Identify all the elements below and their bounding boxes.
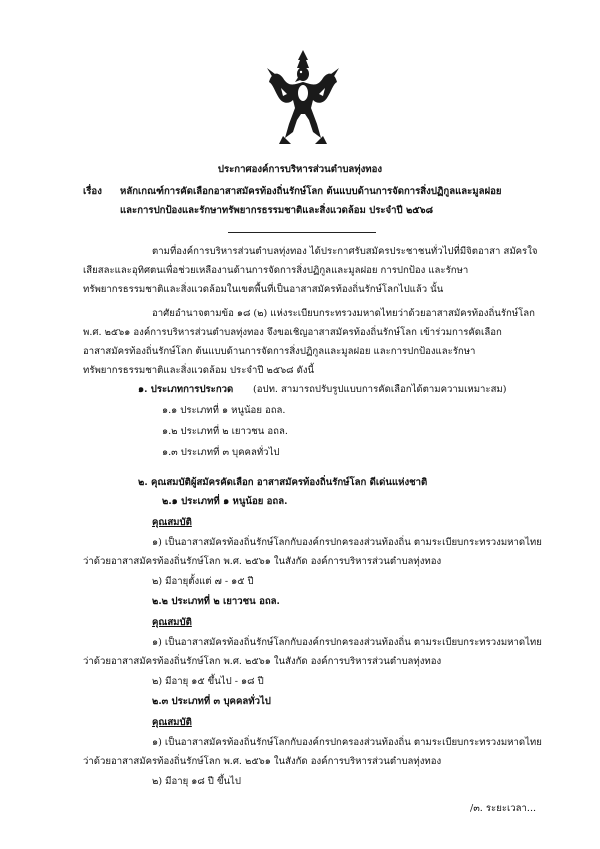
title-divider — [228, 232, 376, 233]
subject-line-1: หลักเกณฑ์การคัดเลือกอาสาสมัครท้องถิ่นรักษ์โลก ต้นแบบด้านการจัดการสิ่งปฏิกูลและมูลฝอย — [120, 186, 502, 197]
section1-item-2: ๑.๒ ประเภทที่ ๒ เยาวชน อถล. — [162, 426, 288, 437]
authority-line-2: พ.ศ. ๒๕๖๑ องค์การบริหารส่วนตำบลทุ่งทอง จึงขอเชิญอาสาสมัครท้องถิ่นรักษ์โลก เข้าร่วมการคัดเลือก — [83, 327, 502, 338]
section2-3-item2: ๒) มีอายุ ๑๘ ปี ขึ้นไป — [152, 776, 241, 787]
section2-1-heading: ๒.๑ ประเภทที่ ๑ หนูน้อย อถล. — [162, 496, 288, 507]
section2-2-heading: ๒.๒ ประเภทที่ ๒ เยาวชน อถล. — [152, 596, 280, 607]
garuda-emblem-icon — [265, 48, 341, 148]
section1-item-1: ๑.๑ ประเภทที่ ๑ หนูน้อย อถล. — [162, 405, 286, 416]
document-title: ประกาศองค์การบริหารส่วนตำบลทุ่งทอง — [217, 164, 383, 175]
section1-heading: ๑. ประเภทการประกวด — [138, 384, 234, 395]
section2-1-item1-line1: ๑) เป็นอาสาสมัครท้องถิ่นรักษ์โลกกับองค์กรปกครองส่วนท้องถิ่น ตามระเบียบกระทรวงมหาดไทย — [152, 537, 542, 548]
authority-line-1: อาศัยอำนาจตามข้อ ๑๘ (๒) แห่งระเบียบกระทรวงมหาดไทยว่าด้วยอาสาสมัครท้องถิ่นรักษ์โลก — [152, 308, 535, 319]
section2-1-item2: ๒) มีอายุตั้งแต่ ๗ - ๑๕ ปี — [152, 576, 254, 587]
section1-note: (อปท. สามารถปรับรูปแบบการคัดเลือกได้ตามความเหมาะสม) — [253, 384, 507, 395]
authority-line-4: ทรัพยากรธรรมชาติและสิ่งแวดล้อม ประจำปี ๒๕๖๘ ดังนี้ — [83, 365, 315, 376]
intro-line-1: ตามที่องค์การบริหารส่วนตำบลทุ่งทอง ได้ประกาศรับสมัครประชาชนทั่วไปที่มีจิตอาสา สมัครใจ — [152, 246, 538, 257]
authority-line-3: อาสาสมัครท้องถิ่นรักษ์โลก ต้นแบบด้านการจัดการสิ่งปฏิกูลและมูลฝอย และการปกป้องและรักษา — [83, 346, 476, 357]
subject-line-2: และการปกป้องและรักษาทรัพยากรธรรมชาติและสิ่งแวดล้อม ประจำปี ๒๕๖๘ — [120, 205, 434, 216]
section2-3-item1-line2: ว่าด้วยอาสาสมัครท้องถิ่นรักษ์โลก พ.ศ. ๒๕๖๑ ในสังกัด องค์การบริหารส่วนตำบลทุ่งทอง — [83, 756, 442, 767]
section2-heading: ๒. คุณสมบัติผู้สมัครคัดเลือก อาสาสมัครท้องถิ่นรักษ์โลก ดีเด่นแห่งชาติ — [138, 477, 428, 488]
section2-2-item2: ๒) มีอายุ ๑๕ ขึ้นไป - ๑๘ ปี — [152, 676, 264, 687]
section2-1-qual-label: คุณสมบัติ — [152, 517, 192, 528]
section2-1-item1-line2: ว่าด้วยอาสาสมัครท้องถิ่นรักษ์โลก พ.ศ. ๒๕๖๑ ในสังกัด องค์การบริหารส่วนตำบลทุ่งทอง — [83, 556, 442, 567]
subject-label: เรื่อง — [83, 186, 102, 197]
section2-3-heading: ๒.๓ ประเภทที่ ๓ บุคคลทั่วไป — [152, 696, 271, 707]
intro-line-2: เสียสละและอุทิศตนเพื่อช่วยเหลืองานด้านการจัดการสิ่งปฏิกูลและมูลฝอย การปกป้อง และรักษา — [83, 265, 469, 276]
section2-3-item1-line1: ๑) เป็นอาสาสมัครท้องถิ่นรักษ์โลกกับองค์กรปกครองส่วนท้องถิ่น ตามระเบียบกระทรวงมหาดไทย — [152, 737, 542, 748]
section2-2-item1-line2: ว่าด้วยอาสาสมัครท้องถิ่นรักษ์โลก พ.ศ. ๒๕๖๑ ในสังกัด องค์การบริหารส่วนตำบลทุ่งทอง — [83, 656, 442, 667]
section2-3-qual-label: คุณสมบัติ — [152, 717, 192, 728]
section2-2-qual-label: คุณสมบัติ — [152, 617, 192, 628]
section1-item-3: ๑.๓ ประเภทที่ ๓ บุคคลทั่วไป — [162, 447, 280, 458]
intro-line-3: ทรัพยากรธรรมชาติและสิ่งแวดล้อมในเขตพื้นที่เป็นอาสาสมัครท้องถิ่นรักษ์โลกไปแล้ว นั้น — [83, 284, 444, 295]
continuation-note: /๓. ระยะเวลา... — [470, 803, 537, 814]
section2-2-item1-line1: ๑) เป็นอาสาสมัครท้องถิ่นรักษ์โลกกับองค์กรปกครองส่วนท้องถิ่น ตามระเบียบกระทรวงมหาดไทย — [152, 637, 542, 648]
